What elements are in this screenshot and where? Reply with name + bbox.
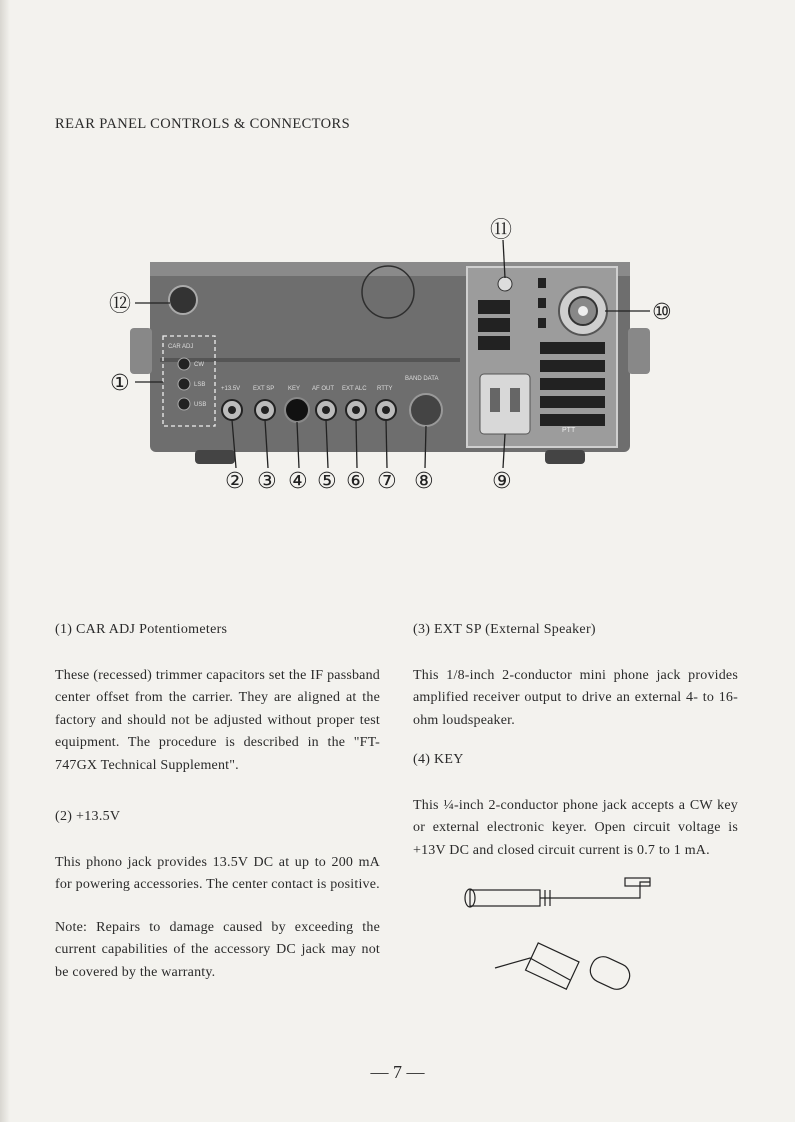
jack-extsp-core: [261, 406, 269, 414]
section-13v: [55, 806, 380, 984]
accessory-din-socket: [169, 286, 197, 314]
jack-label-key: KEY: [288, 386, 301, 392]
jack-label-afout: AF OUT: [312, 386, 334, 392]
car-adj-label: CAR ADJ: [168, 344, 194, 350]
car-adj-usb-label: USB: [194, 402, 207, 408]
page-title: REAR PANEL CONTROLS & CONNECTORS: [55, 116, 351, 132]
note-text: Repairs to damage caused by exceeding the current capabilities of the accessory DC jack may not be covered by the warranty.: [55, 919, 380, 980]
jack-label-extsp: EXT SP: [253, 386, 275, 392]
slot-2: [538, 298, 546, 308]
band-data-label: BAND DATA: [405, 376, 439, 382]
phone-plug-body: [526, 943, 579, 989]
right-foot: [545, 450, 585, 464]
key-plug-illustration: [450, 870, 680, 1010]
slot-1: [538, 278, 546, 288]
car-adj-usb: [178, 398, 190, 410]
section-ext-sp: [413, 619, 738, 732]
section-body: This 1/8-inch 2-conductor mini phone jack provides amplified receiver output to drive an external 4- to 16-ohm loudspeaker.: [413, 667, 738, 728]
jack-13v-core: [228, 406, 236, 414]
band-data-socket: [410, 394, 442, 426]
vent-1: [478, 300, 510, 314]
jack-rtty-core: [382, 406, 390, 414]
right-handle: [628, 328, 650, 374]
fin-2: [540, 360, 605, 372]
page-number: — 7 —: [370, 1062, 425, 1082]
ground-screw: [498, 277, 512, 291]
left-foot: [195, 450, 235, 464]
fin-4: [540, 396, 605, 408]
jack-key: [285, 398, 309, 422]
slot-3: [538, 318, 546, 328]
car-adj-lsb-label: LSB: [194, 382, 206, 388]
power-socket: [480, 374, 530, 434]
fin-3: [540, 378, 605, 390]
callout-5: ⑤: [317, 469, 337, 494]
ptt-label: PTT: [562, 427, 576, 434]
power-pin-1: [490, 388, 500, 412]
car-adj-cw-label: CW: [194, 362, 204, 368]
jack-label-13v: +13.5V: [221, 386, 241, 392]
callout-3: ③: [257, 469, 277, 494]
callout-9: ⑨: [492, 469, 512, 494]
callout-11: ⑪: [490, 218, 513, 243]
note-label: Note:: [55, 919, 88, 935]
callout-8: ⑧: [414, 469, 434, 494]
left-handle: [130, 328, 152, 374]
section-heading: (4) KEY: [413, 752, 464, 767]
vent-2: [478, 318, 510, 332]
section-body: This ¼-inch 2-conductor phone jack accepts a CW key or external electronic keyer. Open circuit voltage is +13V DC and closed circuit current is 0.7 to 1 mA.: [413, 797, 738, 858]
callout-10: ⑩: [652, 300, 672, 325]
vent-3: [478, 336, 510, 350]
jack-afout-core: [322, 406, 330, 414]
fin-5: [540, 414, 605, 426]
fin-1: [540, 342, 605, 354]
section-key: [413, 749, 738, 862]
antenna-connector-pin: [578, 306, 588, 316]
callout-4: ④: [288, 469, 308, 494]
callout-1: ①: [110, 371, 130, 396]
note-paragraph: [55, 917, 380, 985]
callout-6: ⑥: [346, 469, 366, 494]
callout-7: ⑦: [377, 469, 397, 494]
phone-plug-sleeve: [586, 953, 633, 993]
jack-extalc-core: [352, 406, 360, 414]
jack-label-extalc: EXT ALC: [342, 386, 367, 392]
section-heading: (2) +13.5V: [55, 809, 121, 824]
callout-12: ⑫: [109, 292, 132, 317]
section-car-adj: [55, 619, 380, 777]
rear-panel-figure: [0, 0, 795, 520]
section-body: This phono jack provides 13.5V DC at up to 200 mA for powering accessories. The center contact is positive.: [55, 854, 380, 892]
panel-divider: [160, 358, 460, 362]
jack-label-rtty: RTTY: [377, 386, 393, 392]
plug-body: [470, 890, 540, 906]
car-adj-lsb: [178, 378, 190, 390]
section-heading: (1) CAR ADJ Potentiometers: [55, 622, 228, 637]
section-heading: (3) EXT SP (External Speaker): [413, 622, 596, 637]
section-body: These (recessed) trimmer capacitors set the IF passband center offset from the carrier. They are aligned at the factory and should not be adjusted without proper test equipment. The procedure is described in the "FT-747GX Technical Supplement".: [55, 667, 380, 773]
phone-plug-shaft: [495, 958, 570, 980]
car-adj-cw: [178, 358, 190, 370]
power-pin-2: [510, 388, 520, 412]
callout-2: ②: [225, 469, 245, 494]
